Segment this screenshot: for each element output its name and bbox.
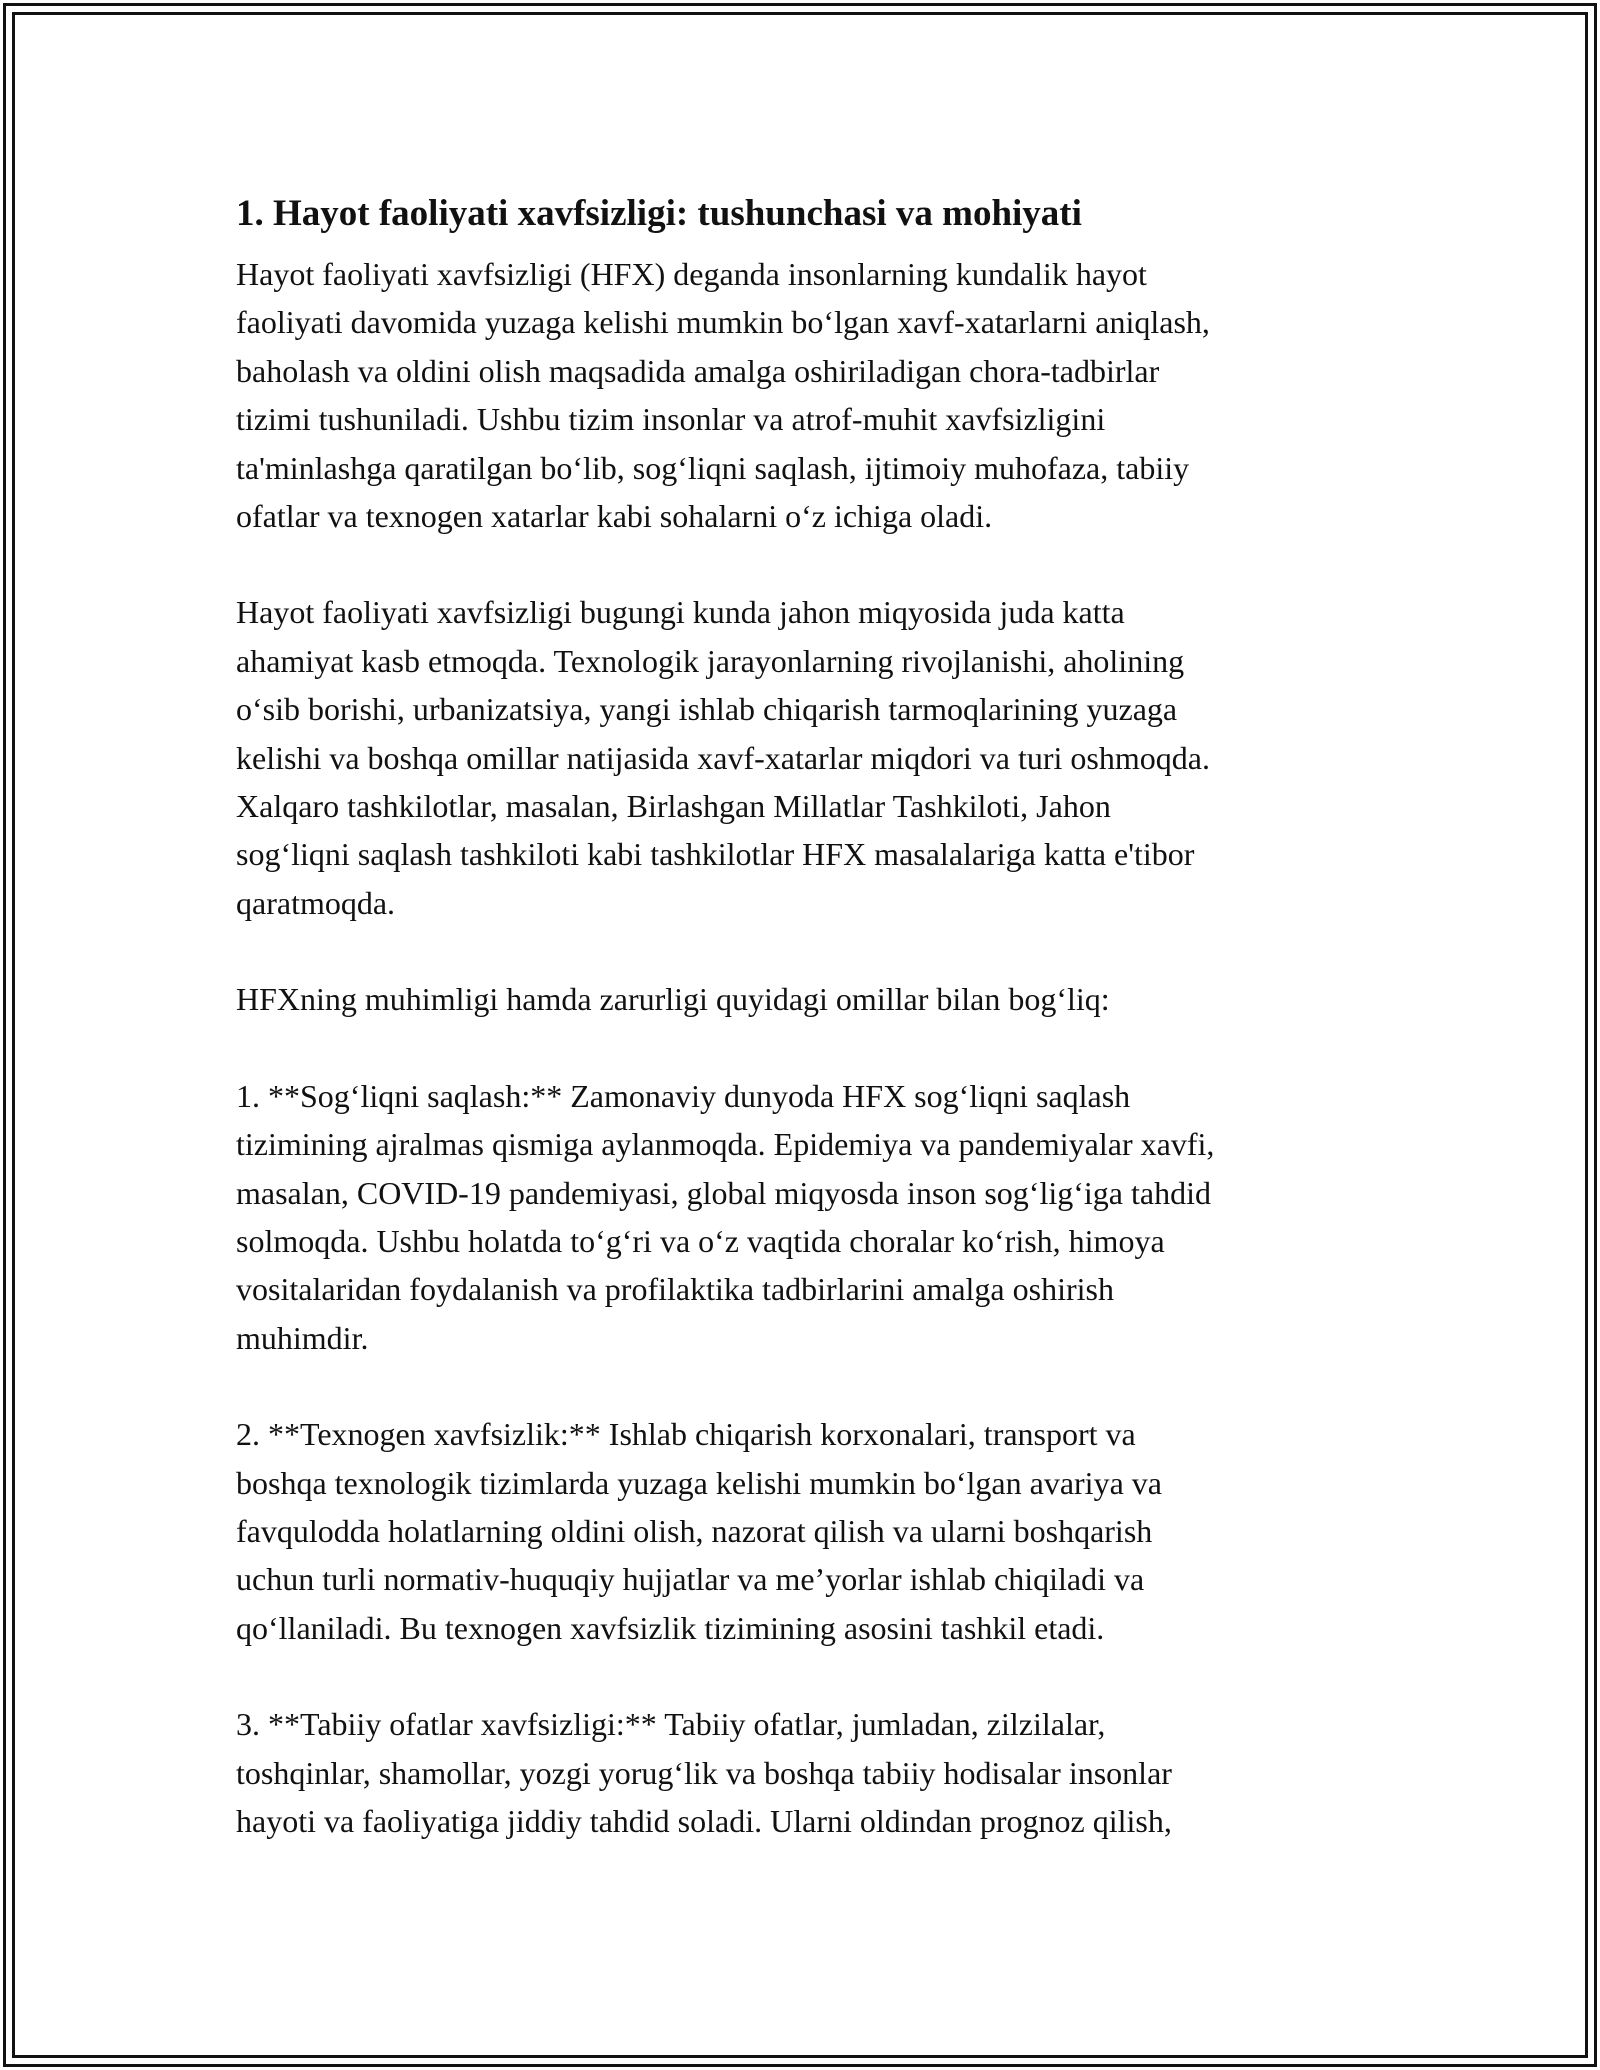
paragraph-line: solmoqda. Ushbu holatda to‘g‘ri va o‘z vaqtida choralar ko‘rish, himoya (236, 1222, 1165, 1259)
paragraph-line: ta'minlashga qaratilgan bo‘lib, sog‘liqni saqlash, ijtimoiy muhofaza, tabiiy (236, 449, 1190, 486)
paragraph-line: Hayot faoliyati xavfsizligi (HFX) deganda insonlarning kundalik hayot (236, 256, 1147, 292)
paragraph-line: Hayot faoliyati xavfsizligi bugungi kunda jahon miqyosida juda katta (236, 594, 1125, 631)
paragraph-line: Xalqaro tashkilotlar, masalan, Birlashgan Millatlar Tashkiloti, Jahon (236, 788, 1111, 825)
paragraph (236, 975, 1356, 1023)
paragraph-gap (236, 927, 1356, 975)
paragraph (236, 1410, 1356, 1652)
paragraph-line: toshqinlar, shamollar, yozgi yorug‘lik va boshqa tabiiy hodisalar insonlar (236, 1754, 1172, 1791)
paragraph-line: faoliyati davomida yuzaga kelishi mumkin bo‘lgan xavf-xatarlarni aniqlash, (236, 304, 1210, 341)
paragraph-line: ahamiyat kasb etmoqda. Texnologik jarayonlarning rivojlanishi, aholining (236, 642, 1185, 679)
paragraph-line: 2. **Texnogen xavfsizlik:** Ishlab chiqarish korxonalari, transport va (236, 1416, 1136, 1453)
paragraph (236, 1700, 1356, 1845)
paragraph-line: masalan, COVID-19 pandemiyasi, global miqyosda inson sog‘lig‘iga tahdid (236, 1174, 1211, 1211)
paragraph-line: qo‘llaniladi. Bu texnogen xavfsizlik tizimining asosini tashkil etadi. (236, 1609, 1105, 1646)
paragraph-gap (236, 1362, 1356, 1410)
paragraph-line: baholash va oldini olish maqsadida amalga oshiriladigan chora-tadbirlar (236, 352, 1160, 389)
paragraph (236, 1072, 1356, 1362)
paragraph (236, 250, 1356, 540)
paragraph-line: HFXning muhimligi hamda zarurligi quyidagi omillar bilan bog‘liq: (236, 981, 1110, 1018)
paragraph-line: uchun turli normativ-huquqiy hujjatlar va me’yorlar ishlab chiqiladi va (236, 1561, 1145, 1598)
paragraph-line: 3. **Tabiiy ofatlar xavfsizligi:** Tabiiy ofatlar, jumladan, zilzilalar, (236, 1706, 1106, 1743)
paragraph-line: tizimining ajralmas qismiga aylanmoqda. Epidemiya va pandemiyalar xavfi, (236, 1126, 1215, 1163)
document-body (236, 186, 1356, 1845)
paragraph-line: 1. **Sog‘liqni saqlash:** Zamonaviy dunyoda HFX sog‘liqni saqlash (236, 1077, 1131, 1114)
paragraph-line: boshqa texnologik tizimlarda yuzaga kelishi mumkin bo‘lgan avariya va (236, 1464, 1162, 1501)
section-heading: 1. Hayot faoliyati xavfsizligi: tushunchasi va mohiyati (236, 193, 1082, 234)
paragraph-line: sog‘liqni saqlash tashkiloti kabi tashkilotlar HFX masalalariga katta e'tibor (236, 836, 1195, 873)
paragraph-list (236, 250, 1356, 1845)
paragraph-gap (236, 540, 1356, 588)
paragraph-line: o‘sib borishi, urbanizatsiya, yangi ishlab chiqarish tarmoqlarining yuzaga (236, 691, 1178, 728)
paragraph-line: favqulodda holatlarning oldini olish, nazorat qilish va ularni boshqarish (236, 1512, 1153, 1549)
paragraph-line: hayoti va faoliyatiga jiddiy tahdid soladi. Ularni oldindan prognoz qilish, (236, 1802, 1172, 1839)
paragraph (236, 588, 1356, 927)
paragraph-gap (236, 1652, 1356, 1700)
paragraph-line: tizimi tushuniladi. Ushbu tizim insonlar va atrof-muhit xavfsizligini (236, 401, 1106, 438)
heading-spacer (236, 242, 1356, 250)
paragraph-line: vositalaridan foydalanish va profilaktika tadbirlarini amalga oshirish (236, 1271, 1114, 1308)
paragraph-line: kelishi va boshqa omillar natijasida xavf-xatarlar miqdori va turi oshmoqda. (236, 739, 1210, 776)
paragraph-line: muhimdir. (236, 1319, 369, 1356)
paragraph-line: ofatlar va texnogen xatarlar kabi sohalarni o‘z ichiga oladi. (236, 498, 993, 535)
paragraph-line: qaratmoqda. (236, 884, 396, 921)
paragraph-gap (236, 1024, 1356, 1072)
